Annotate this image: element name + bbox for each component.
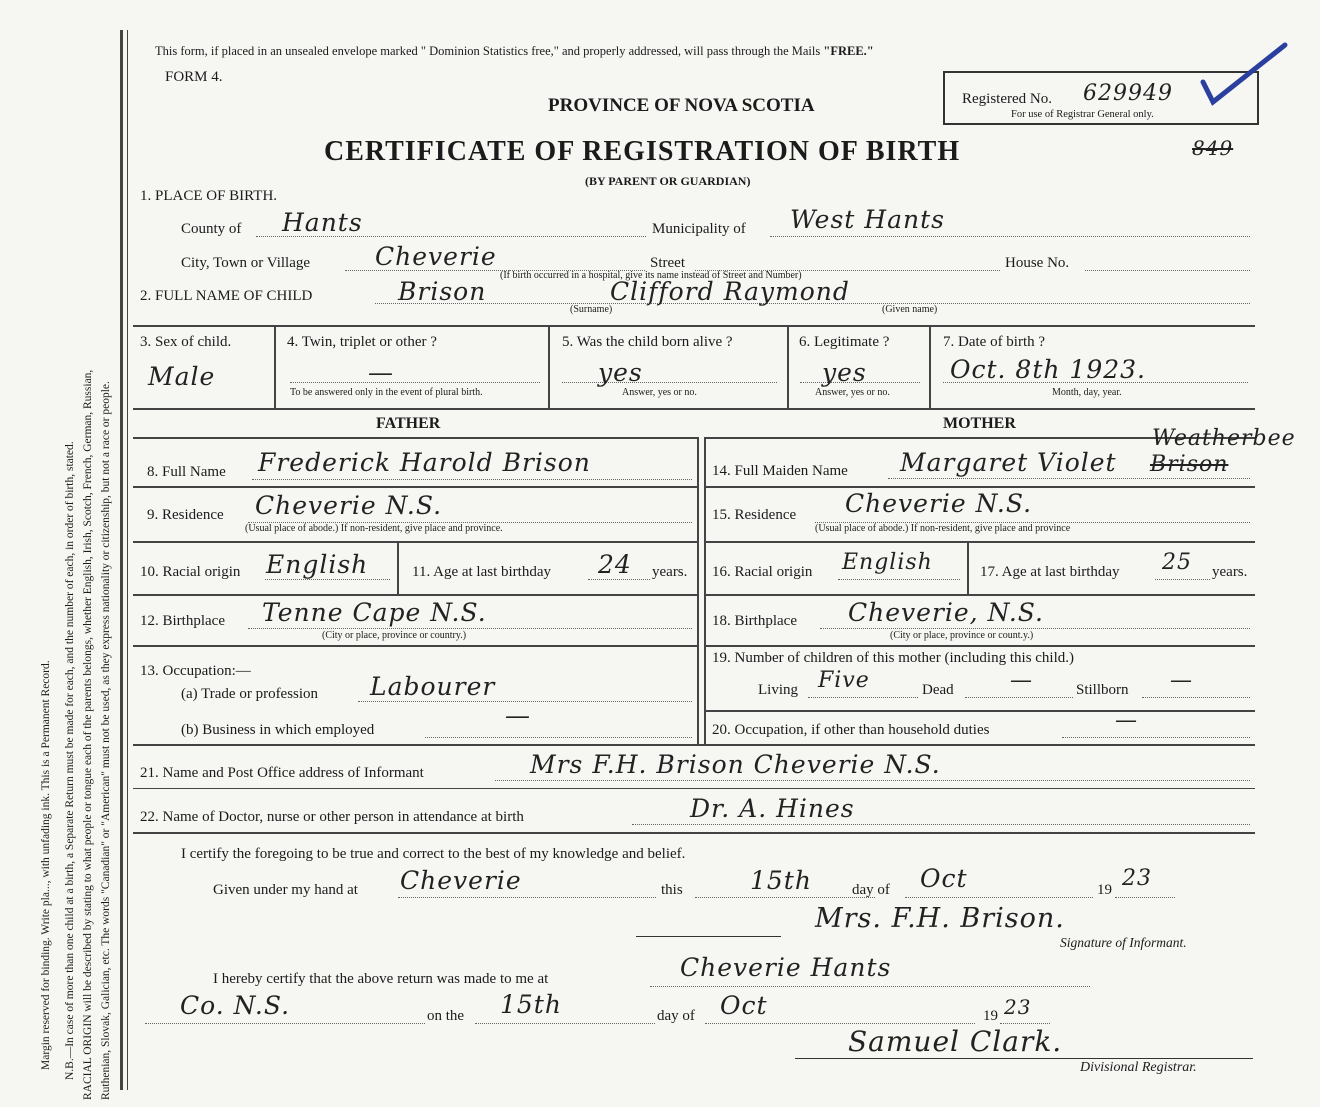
- return-year: 23: [1004, 995, 1032, 1019]
- mother-birthplace-note: (City or place, province or count.y.): [890, 630, 1034, 641]
- check-mark-icon: [1195, 40, 1295, 110]
- informant-label: 21. Name and Post Office address of Informant: [140, 765, 424, 781]
- father-business-label: (b) Business in which employed: [181, 722, 375, 738]
- mother-children-label: 19. Number of children of this mother (including this child.): [712, 650, 1075, 666]
- alive-label: 5. Was the child born alive ?: [562, 334, 733, 350]
- father-name-label: 8. Full Name: [147, 464, 226, 480]
- mail-notice-text: This form, if placed in an unsealed envelope marked " Dominion Statistics free," and properly addressed, will pass through the Mails: [155, 44, 821, 58]
- legitimate-label: 6. Legitimate ?: [799, 334, 890, 350]
- twin-value: —: [368, 358, 394, 387]
- mother-stillborn-label: Stillborn: [1076, 682, 1129, 698]
- hospital-note: (If birth occurred in a hospital, give its name instead of Street and Number): [500, 270, 802, 281]
- father-residence-label: 9. Residence: [147, 507, 224, 523]
- mother-struck-surname: Brison: [1150, 452, 1229, 477]
- sex-label: 3. Sex of child.: [140, 334, 232, 350]
- return-place: Cheverie Hants: [680, 953, 892, 982]
- mother-birthplace-label: 18. Birthplace: [712, 613, 797, 629]
- registrar-signature: Samuel Clark.: [848, 1025, 1063, 1058]
- father-occupation-label: 13. Occupation:—: [140, 663, 251, 679]
- father-age-label: 11. Age at last birthday: [412, 564, 551, 580]
- return-year-prefix: 19: [983, 1008, 998, 1024]
- father-residence-note: (Usual place of abode.) If non-resident, give place and province.: [245, 523, 503, 534]
- informant-value: Mrs F.H. Brison Cheverie N.S.: [530, 750, 941, 779]
- dob-note: Month, day, year.: [1052, 387, 1122, 398]
- mother-dead-label: Dead: [922, 682, 954, 698]
- legitimate-note: Answer, yes or no.: [815, 387, 890, 398]
- street-label: Street: [650, 255, 685, 271]
- mother-birthplace-value: Cheverie, N.S.: [848, 598, 1044, 627]
- given-month: Oct: [920, 864, 968, 893]
- return-day-of-label: day of: [657, 1008, 695, 1024]
- county-value: Hants: [282, 208, 363, 237]
- city-value: Cheverie: [375, 242, 497, 271]
- father-birthplace-label: 12. Birthplace: [140, 613, 225, 629]
- father-name-value: Frederick Harold Brison: [258, 448, 591, 477]
- house-label: House No.: [1005, 255, 1070, 271]
- given-day: 15th: [750, 866, 812, 895]
- return-month: Oct: [720, 991, 768, 1020]
- mother-dead-value: —: [1010, 668, 1033, 693]
- margin-note-racial-1: RACIAL ORIGIN will be described by stating to what people or tongue each of the parents belongs, whether English, Irish, Scotch, French, German, Russian,: [82, 369, 94, 1100]
- given-this-label: this: [661, 882, 683, 898]
- given-year-prefix: 19: [1097, 882, 1112, 898]
- mother-name-value: Margaret Violet: [900, 448, 1117, 477]
- margin-note-binding: Margin reserved for binding. Write pla..., with unfading ink. This is a Permanent Record.: [40, 660, 52, 1070]
- mother-occupation-label: 20. Occupation, if other than household duties: [712, 722, 990, 738]
- mother-residence-label: 15. Residence: [712, 507, 797, 523]
- mother-living-value: Five: [818, 668, 870, 693]
- return-on-the-label: on the: [427, 1008, 465, 1024]
- father-birthplace-value: Tenne Cape N.S.: [262, 598, 487, 627]
- father-trade-label: (a) Trade or profession: [181, 686, 319, 702]
- certificate-title: CERTIFICATE OF REGISTRATION OF BIRTH: [324, 136, 961, 167]
- mother-maiden-surname: Weatherbee: [1152, 426, 1296, 451]
- mother-residence-note: (Usual place of abode.) If non-resident, give place and province: [815, 523, 1071, 534]
- doctor-value: Dr. A. Hines: [690, 794, 855, 823]
- mother-residence-value: Cheverie N.S.: [845, 489, 1033, 518]
- registrar-caption: Divisional Registrar.: [1080, 1060, 1197, 1075]
- father-business-value: —: [505, 701, 531, 730]
- municipality-value: West Hants: [790, 205, 945, 234]
- given-place: Cheverie: [400, 866, 522, 895]
- mail-notice: [155, 44, 874, 59]
- place-of-birth-heading: 1. PLACE OF BIRTH.: [140, 188, 278, 204]
- surname-caption: (Surname): [570, 304, 613, 315]
- given-label: Given under my hand at: [213, 882, 358, 898]
- twin-label: 4. Twin, triplet or other ?: [287, 334, 437, 350]
- twin-note: To be answered only in the event of plural birth.: [290, 387, 483, 398]
- father-age-value: 24: [598, 550, 632, 579]
- county-label: County of: [181, 221, 242, 237]
- margin-note-racial-2: Ruthenian, Slovak, Galician, etc. The words "Canadian" or "American" must not be used, as they express nationality or citizenship, but not a race or people.: [100, 381, 112, 1100]
- father-residence-value: Cheverie N.S.: [255, 491, 443, 520]
- informant-signature: Mrs. F.H. Brison.: [815, 903, 1065, 934]
- mother-age-unit: years.: [1212, 564, 1248, 580]
- given-year: 23: [1122, 866, 1152, 891]
- margin-note-nb: N.B.—In case of more than one child at a birth, a Separate Return must be made for each, and the number of each, in order of birth, stated.: [64, 441, 76, 1080]
- mother-age-label: 17. Age at last birthday: [980, 564, 1120, 580]
- mail-notice-free: "FREE.": [823, 44, 874, 58]
- mother-age-value: 25: [1162, 550, 1192, 575]
- father-heading: FATHER: [376, 415, 441, 432]
- margin-rule-thin: [127, 30, 128, 1090]
- mother-stillborn-value: —: [1170, 668, 1193, 693]
- child-name-label: 2. FULL NAME OF CHILD: [140, 288, 313, 304]
- child-surname: Brison: [398, 277, 487, 306]
- registrar-note: For use of Registrar General only.: [1011, 109, 1154, 120]
- mother-racial-label: 16. Racial origin: [712, 564, 813, 580]
- mother-racial-value: English: [842, 550, 933, 575]
- father-racial-value: English: [266, 550, 369, 579]
- struck-number: 849: [1192, 136, 1234, 160]
- doctor-label: 22. Name of Doctor, nurse or other person in attendance at birth: [140, 809, 524, 825]
- legitimate-value: yes: [822, 358, 867, 387]
- alive-note: Answer, yes or no.: [622, 387, 697, 398]
- father-age-unit: years.: [652, 564, 688, 580]
- given-day-of-label: day of: [852, 882, 890, 898]
- sex-value: Male: [148, 362, 216, 391]
- return-label: I hereby certify that the above return was made to me at: [213, 971, 549, 987]
- dob-label: 7. Date of birth ?: [943, 334, 1046, 350]
- alive-value: yes: [598, 358, 643, 387]
- margin-rule: [120, 30, 123, 1090]
- province-title: PROVINCE OF NOVA SCOTIA: [548, 95, 815, 116]
- certificate-subtitle: (BY PARENT OR GUARDIAN): [585, 174, 751, 188]
- municipality-label: Municipality of: [652, 221, 746, 237]
- return-place-continued: Co. N.S.: [180, 991, 291, 1020]
- mother-living-label: Living: [758, 682, 798, 698]
- given-caption: (Given name): [882, 304, 938, 315]
- child-given-name: Clifford Raymond: [610, 277, 850, 306]
- certify-statement: I certify the foregoing to be true and correct to the best of my knowledge and belief.: [181, 846, 686, 862]
- informant-signature-caption: Signature of Informant.: [1060, 935, 1187, 950]
- mother-occupation-value: —: [1115, 708, 1138, 733]
- return-day: 15th: [500, 990, 562, 1019]
- registered-number: 629949: [1083, 81, 1173, 106]
- registered-label: Registered No.: [962, 91, 1052, 107]
- form-number: FORM 4.: [165, 69, 223, 85]
- dob-value: Oct. 8th 1923.: [950, 355, 1147, 384]
- mother-heading: MOTHER: [943, 415, 1016, 432]
- mother-name-label: 14. Full Maiden Name: [712, 463, 848, 479]
- father-trade-value: Labourer: [370, 672, 496, 701]
- father-birthplace-note: (City or place, province or country.): [322, 630, 467, 641]
- father-racial-label: 10. Racial origin: [140, 564, 241, 580]
- city-label: City, Town or Village: [181, 255, 311, 271]
